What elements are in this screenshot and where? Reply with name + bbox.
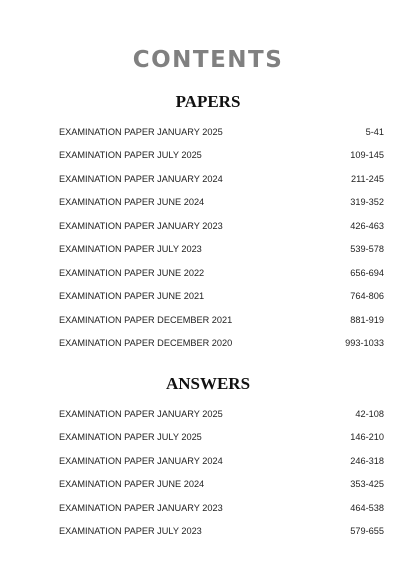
papers-list xyxy=(59,120,384,355)
papers-heading: PAPERS xyxy=(175,92,241,111)
answers-row xyxy=(59,426,384,450)
page-range: 42-108 xyxy=(355,408,384,419)
paper-label: EXAMINATION PAPER JULY 2025 xyxy=(59,150,202,161)
papers-row xyxy=(59,308,384,332)
page-range: 881-919 xyxy=(350,314,384,325)
papers-row xyxy=(59,214,384,238)
answers-row xyxy=(59,473,384,497)
paper-label: EXAMINATION PAPER JANUARY 2024 xyxy=(59,173,223,184)
paper-label: EXAMINATION PAPER JUNE 2021 xyxy=(59,291,205,302)
papers-row xyxy=(59,120,384,144)
page-range: 539-578 xyxy=(350,244,384,255)
page-range: 579-655 xyxy=(350,526,384,537)
page-range: 146-210 xyxy=(350,432,384,443)
page-range: 993-1033 xyxy=(345,338,384,349)
page-range: 109-145 xyxy=(350,150,384,161)
papers-row xyxy=(59,285,384,309)
paper-label: EXAMINATION PAPER DECEMBER 2020 xyxy=(59,338,233,349)
page-range: 464-538 xyxy=(350,502,384,513)
paper-label: EXAMINATION PAPER DECEMBER 2021 xyxy=(59,314,233,325)
page-range: 246-318 xyxy=(350,455,384,466)
page-range: 353-425 xyxy=(350,479,384,490)
page-range: 656-694 xyxy=(350,267,384,278)
paper-label: EXAMINATION PAPER JANUARY 2023 xyxy=(59,220,223,231)
page-range: 211-245 xyxy=(350,173,384,184)
paper-label: EXAMINATION PAPER JUNE 2024 xyxy=(59,197,205,208)
answer-label: EXAMINATION PAPER JULY 2023 xyxy=(59,526,202,537)
answer-label: EXAMINATION PAPER JULY 2025 xyxy=(59,432,202,443)
answer-label: EXAMINATION PAPER JANUARY 2024 xyxy=(59,455,223,466)
page-range: 5-41 xyxy=(365,126,384,137)
papers-row xyxy=(59,238,384,262)
page-range: 319-352 xyxy=(350,197,384,208)
answers-row xyxy=(59,449,384,473)
papers-row xyxy=(59,167,384,191)
answer-label: EXAMINATION PAPER JANUARY 2023 xyxy=(59,502,223,513)
answers-row xyxy=(59,496,384,520)
papers-row xyxy=(59,144,384,168)
paper-label: EXAMINATION PAPER JUNE 2022 xyxy=(59,267,205,278)
papers-row xyxy=(59,261,384,285)
paper-label: EXAMINATION PAPER JANUARY 2025 xyxy=(59,126,223,137)
papers-row xyxy=(59,191,384,215)
page-title: CONTENTS xyxy=(132,47,284,73)
answer-label: EXAMINATION PAPER JANUARY 2025 xyxy=(59,408,223,419)
page-range: 426-463 xyxy=(350,220,384,231)
paper-label: EXAMINATION PAPER JULY 2023 xyxy=(59,244,202,255)
page-range: 764-806 xyxy=(350,291,384,302)
answers-heading: ANSWERS xyxy=(165,374,251,393)
answers-row xyxy=(59,402,384,426)
answers-list xyxy=(59,402,384,543)
answers-row xyxy=(59,520,384,544)
papers-row xyxy=(59,332,384,356)
answer-label: EXAMINATION PAPER JUNE 2024 xyxy=(59,479,205,490)
